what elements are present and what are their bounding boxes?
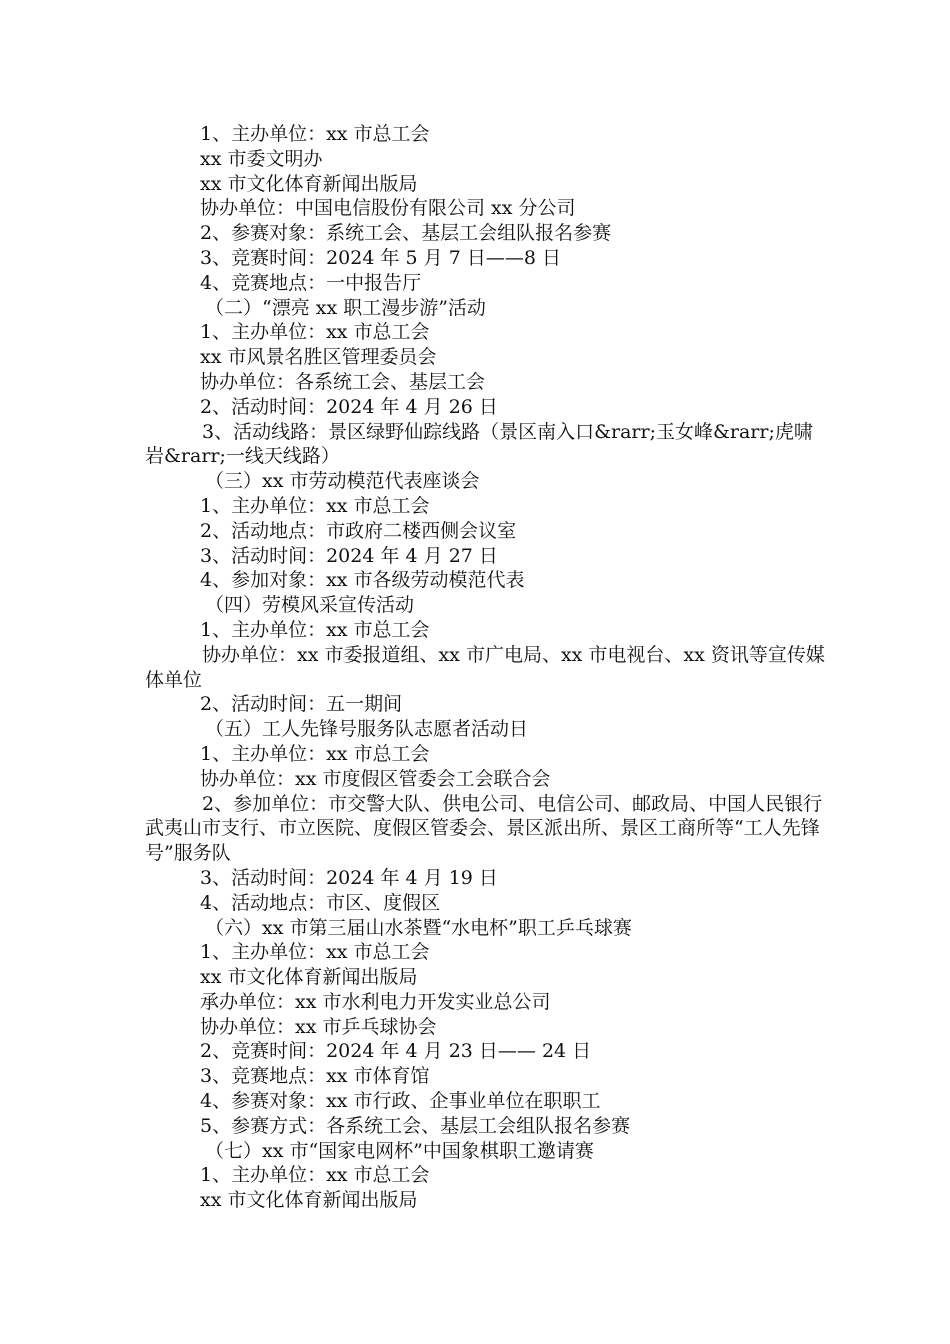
paragraph: 3、活动时间：2024 年 4 月 19 日: [200, 866, 498, 889]
section-heading: （二）“漂亮 xx 职工漫步游”活动: [205, 296, 486, 319]
paragraph: 2、活动时间：五一期间: [200, 693, 403, 716]
paragraph: 1、主办单位：xx 市总工会: [200, 123, 430, 145]
document-body: [145, 122, 825, 1213]
paragraph: 2、参加单位：市交警大队、供电公司、电信公司、邮政局、中国人民银行武夷山市支行、市立医院、度假区管委会、景区派出所、景区工商所等“工人先锋号”服务队: [145, 792, 823, 865]
paragraph: 4、参赛对象：xx 市行政、企事业单位在职职工: [200, 1090, 601, 1113]
paragraph: 协办单位：xx 市度假区管委会工会联合会: [200, 767, 551, 790]
paragraph: 1、主办单位：xx 市总工会: [200, 941, 430, 964]
paragraph: 3、活动线路：景区绿野仙踪线路（景区南入口&rarr;玉女峰&rarr;虎啸岩&rarr;一线天线路）: [145, 420, 813, 468]
section-heading: （五）工人先锋号服务队志愿者活动日: [205, 718, 529, 741]
paragraph: xx 市委文明办: [200, 147, 323, 170]
paragraph: 4、活动地点：市区、度假区: [200, 891, 441, 914]
paragraph: 协办单位：各系统工会、基层工会: [200, 370, 486, 393]
paragraph: 2、活动时间：2024 年 4 月 26 日: [200, 395, 498, 418]
section-heading: （三）xx 市劳动模范代表座谈会: [205, 470, 480, 493]
paragraph: 4、竞赛地点：一中报告厅: [200, 271, 422, 294]
paragraph: 4、参加对象：xx 市各级劳动模范代表: [200, 569, 525, 592]
paragraph: xx 市文化体育新闻出版局: [200, 966, 418, 989]
paragraph: 3、竞赛时间：2024 年 5 月 7 日——8 日: [200, 246, 561, 269]
paragraph: 3、活动时间：2024 年 4 月 27 日: [200, 544, 498, 567]
paragraph: 1、主办单位：xx 市总工会: [200, 494, 430, 517]
paragraph: 1、主办单位：xx 市总工会: [200, 742, 430, 765]
section-heading: （六）xx 市第三届山水茶暨“水电杯”职工乒乓球赛: [205, 916, 632, 939]
paragraph: xx 市风景名胜区管理委员会: [200, 346, 437, 369]
paragraph: 协办单位：xx 市委报道组、xx 市广电局、xx 市电视台、xx 资讯等宣传媒体单位: [145, 643, 825, 691]
paragraph: 协办单位：中国电信股份有限公司 xx 分公司: [200, 197, 576, 220]
paragraph: 1、主办单位：xx 市总工会: [200, 618, 430, 641]
paragraph: xx 市文化体育新闻出版局: [200, 172, 418, 195]
section-heading: （四）劳模风采宣传活动: [205, 594, 415, 617]
section-heading: （七）xx 市“国家电网杯”中国象棋职工邀请赛: [205, 1139, 594, 1162]
paragraph: 2、活动地点：市政府二楼西侧会议室: [200, 519, 517, 542]
paragraph: 1、主办单位：xx 市总工会: [200, 321, 430, 344]
paragraph: 2、竞赛时间：2024 年 4 月 23 日—— 24 日: [200, 1040, 592, 1063]
paragraph: 1、主办单位：xx 市总工会: [200, 1164, 430, 1187]
paragraph: xx 市文化体育新闻出版局: [200, 1189, 418, 1212]
paragraph: 承办单位：xx 市水利电力开发实业总公司: [200, 990, 551, 1013]
paragraph: 协办单位：xx 市乒乓球协会: [200, 1015, 437, 1038]
paragraph: 2、参赛对象：系统工会、基层工会组队报名参赛: [200, 222, 612, 245]
paragraph: 3、竞赛地点：xx 市体育馆: [200, 1065, 430, 1088]
paragraph: 5、参赛方式：各系统工会、基层工会组队报名参赛: [200, 1114, 631, 1137]
